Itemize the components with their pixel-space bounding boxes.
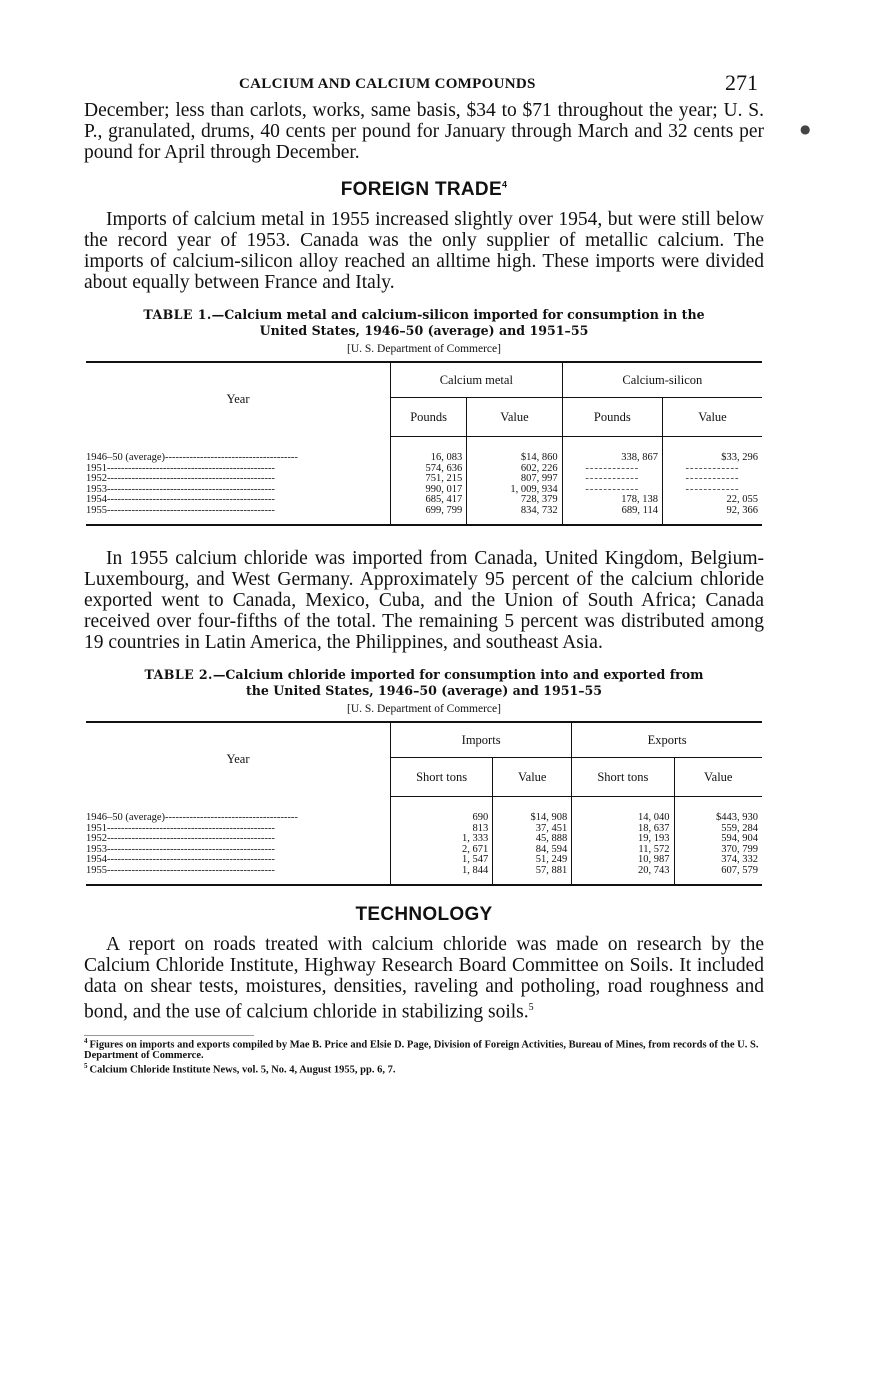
foreign-trade-paragraph-2: In 1955 calcium chloride was imported from Canada, United Kingdom, Belgium-Luxembourg, and West Germany. Approximately 95 percent of the calcium chloride exported went to Canada, Mexico, Cuba, and the Union of South Africa; Canada received over four-fifths of the total. The remaining 5 percent was distributed among 19 countries in Latin America, the Philippines, and southeast Asia.: [84, 548, 764, 653]
table2-sub-value: Value: [493, 758, 572, 797]
table-row: 1953------------------------------------------------ 990, 017 1, 009, 934 ------------ ------------: [86, 483, 740, 495]
footnote-5: $^5$ Calcium Chloride Institute News, vol. 5, No. 4, August 1955, pp. 6, 7.: [84, 1062, 396, 1076]
table2-sub-short-tons: Short tons: [391, 758, 493, 797]
page-number: 271: [725, 70, 758, 95]
table1-group-calcium-metal: Calcium metal: [391, 362, 563, 398]
table1-sub-value: Value: [663, 398, 762, 437]
table1-sub-pounds: Pounds: [562, 398, 662, 437]
table2-year-header: Year: [86, 722, 391, 797]
footnote-4: $^4$ Figures on imports and exports compiled by Mae B. Price and Elsie D. Page, Division of Foreign Activities, Bureau of Mines, from records of the U. S. Department of Commerce.: [84, 1036, 759, 1061]
foreign-trade-paragraph-1: Imports of calcium metal in 1955 increased slightly over 1954, but were still below the record year of 1953. Canada was the only supplier of metallic calcium. The imports of calcium-silicon alloy reached an alltime high. These imports were divided about equally between France and Italy.: [84, 209, 764, 293]
table1: [86, 361, 762, 526]
table2-source: [U. S. Department of Commerce]: [347, 703, 501, 715]
table1-caption: TABLE 1.—Calcium metal and calcium-silicon imported for consumption in the United States, 1946–50 (average) and 1951–55: [143, 307, 705, 338]
table-row: 1955------------------------------------------------ 699, 799 834, 732 689, 114 92, 366: [86, 504, 758, 516]
table-row: 1951------------------------------------------------ 813 37, 451 18, 637 559, 284: [86, 822, 758, 834]
table-row: 1952------------------------------------------------ 751, 215 807, 997 ------------ ------------: [86, 473, 740, 484]
table1-sub-pounds: Pounds: [391, 398, 467, 437]
table2-sub-short-tons: Short tons: [572, 758, 674, 797]
stray-mark: ●: [800, 122, 811, 136]
table-row: 1946–50 (average)-------------------------------------- 690 $14, 908 14, 040 $443, 930: [86, 812, 758, 823]
technology-heading: TECHNOLOGY: [355, 904, 493, 925]
foreign-trade-heading: FOREIGN TRADE$^4$: [340, 179, 508, 200]
table1-group-calcium-silicon: Calcium-silicon: [562, 362, 762, 398]
table-row: 1953------------------------------------------------ 2, 671 84, 594 11, 572 370, 799: [86, 843, 758, 855]
table-row: 1951------------------------------------------------ 574, 636 602, 226 ------------ ------------: [86, 462, 740, 474]
intro-paragraph: December; less than carlots, works, same basis, $34 to $71 throughout the year; U. S. P., granulated, drums, 40 cents per pound for January through March and 32 cents per pound for April through December.: [84, 100, 764, 163]
table1-sub-value: Value: [467, 398, 562, 437]
table2-caption: TABLE 2.—Calcium chloride imported for consumption into and exported from the United States, 1946–50 (average) and 1951–55: [144, 667, 704, 698]
table-row: 1946–50 (average)-------------------------------------- 16, 083 $14, 860 338, 867 $33, 296: [86, 452, 758, 463]
footnote-ref-5: 5: [528, 1002, 534, 1013]
table1-year-header: Year: [86, 362, 391, 437]
table-row: 1954------------------------------------------------ 1, 547 51, 249 10, 987 374, 332: [86, 854, 758, 865]
page: [84, 70, 764, 1076]
table2-group-imports: Imports: [391, 722, 572, 758]
table2: [86, 721, 762, 886]
running-head: [84, 70, 764, 100]
table-row: 1952------------------------------------------------ 1, 333 45, 888 19, 193 594, 904: [86, 833, 758, 844]
table-row: 1954------------------------------------------------ 685, 417 728, 379 178, 138 22, 055: [86, 494, 758, 505]
table-row: 1955------------------------------------------------ 1, 844 57, 881 20, 743 607, 579: [86, 864, 758, 876]
table2-sub-value: Value: [674, 758, 762, 797]
technology-paragraph: A report on roads treated with calcium chloride was made on research by the Calcium Chloride Institute, Highway Research Board Committee on Soils. It included data on shear tests, moistures, densities, raveling and potholing, road roughness and bond, and the use of calcium chloride in stabilizing soils.$^5$: [84, 934, 764, 1023]
running-title: CALCIUM AND CALCIUM COMPOUNDS: [239, 76, 536, 92]
footnote-ref-4: 4: [501, 179, 508, 190]
table2-group-exports: Exports: [572, 722, 762, 758]
table1-source: [U. S. Department of Commerce]: [347, 343, 501, 355]
